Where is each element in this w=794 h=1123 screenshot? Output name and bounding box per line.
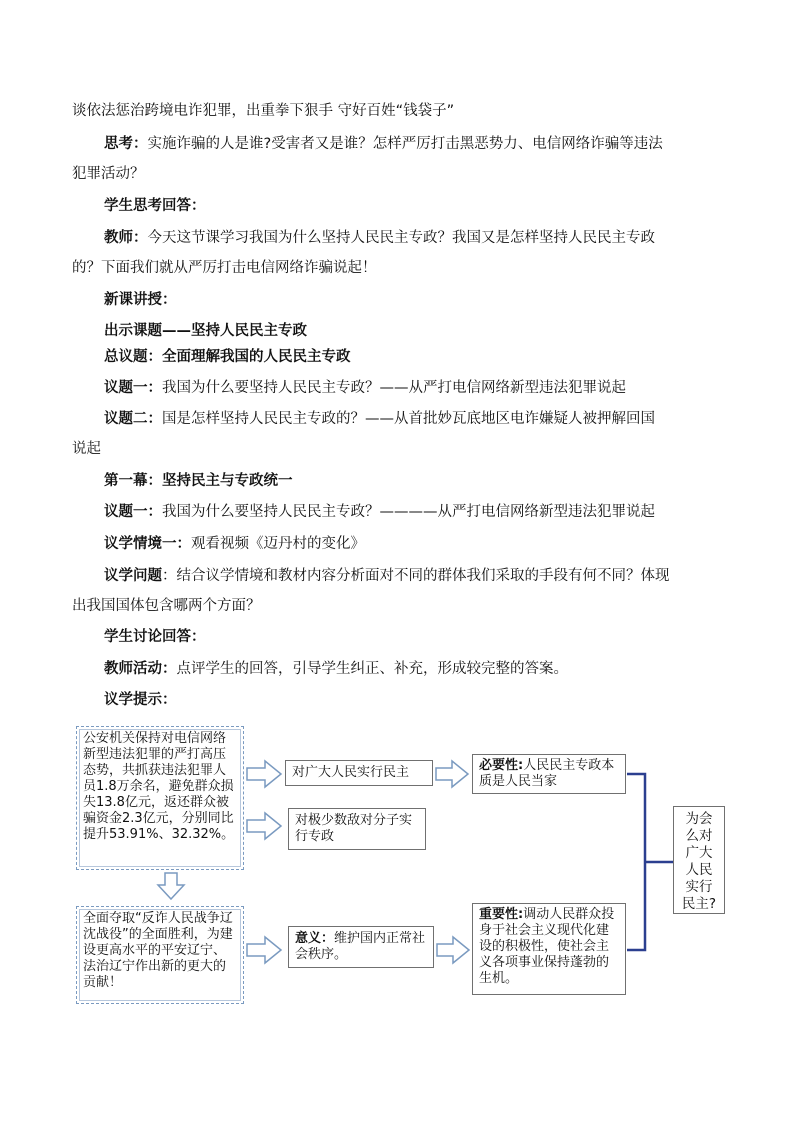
arrow-right-icon: [436, 761, 468, 787]
question-line-2: 出我国国体包含哪两个方面？: [72, 598, 261, 614]
general-topic: 总议题：全面理解我国的人民民主专政: [104, 349, 351, 365]
teacher-activity: 教师活动：点评学生的回答，引导学生纠正、补充，形成较完整的答案。: [104, 661, 568, 677]
arrow-right-icon: [247, 937, 281, 963]
student-discuss-heading: 学生讨论回答：: [104, 629, 206, 645]
topic-one-repeat: 议题一：我国为什么要坚持人民民主专政？————从严打电信网络新型违法犯罪说起: [104, 504, 655, 520]
scene-one: 议学情境一：观看视频《迈丹村的变化》: [104, 536, 365, 552]
arrow-down-icon: [158, 873, 184, 899]
arrow-right-icon: [437, 937, 469, 963]
importance-text: 重要性:调动人民群众投身于社会主义现代化建设的积极性，使社会主义各项事业保持蓬勃的生机。: [479, 907, 615, 986]
arrow-right-icon: [247, 813, 281, 839]
police-stats-text: 公安机关保持对电信网络新型违法犯罪的严打高压态势，共抓获违法犯罪人员1.8万余名，避免群众损失13.8亿元，返还群众被骗资金2.3亿元，分别同比提升53.91%、32.32%。: [83, 731, 235, 842]
necessity-text: 必要性:人民民主专政本质是人民当家: [479, 758, 615, 789]
arrow-right-icon: [247, 761, 281, 787]
teacher-line-2: 的？下面我们就从严厉打击电信网络诈骗说起！: [72, 260, 377, 276]
student-think-heading: 学生思考回答：: [104, 198, 206, 214]
topic-two-line-2: 说起: [72, 441, 101, 457]
democracy-text: 对广大人民实行民主: [292, 765, 410, 780]
bracket-connector: [627, 774, 673, 950]
topic-one: 议题一：我国为什么要坚持人民民主专政？——从严打电信网络新型违法犯罪说起: [104, 380, 626, 396]
think-line-1: 思考：实施诈骗的人是谁?受害者又是谁？怎样严厉打击黑恶势力、电信网络诈骗等违法: [104, 136, 663, 152]
act-one-heading: 第一幕：坚持民主与专政统一: [104, 473, 293, 489]
dictatorship-text: 对极少数敌对分子实行专政: [295, 813, 413, 844]
new-lesson-heading: 新课讲授：: [104, 292, 177, 308]
why-text: 为会么对广大人民实行民主?: [681, 811, 717, 912]
victory-text: 全面夺取“反诈人民战争辽沈战役”的全面胜利，为建设更高水平的平安辽宁、法治辽宁作出新的更大的贡献！: [83, 911, 233, 990]
teacher-line-1: 教师：今天这节课学习我国为什么坚持人民民主专政？我国又是怎样坚持人民民主专政: [104, 230, 655, 246]
meaning-text: 意义：维护国内正常社会秩序。: [295, 931, 426, 962]
think-line-2: 犯罪活动？: [72, 166, 145, 182]
topic-heading: 出示课题——坚持人民民主专政: [104, 323, 307, 339]
intro-line: 谈依法惩治跨境电诈犯罪，出重拳下狠手 守好百姓“钱袋子”: [72, 103, 455, 119]
question-line-1: 议学问题：结合议学情境和教材内容分析面对不同的群体我们采取的手段有何不同？体现: [104, 568, 670, 584]
hint-heading: 议学提示：: [104, 692, 177, 708]
topic-two-line-1: 议题二：国是怎样坚持人民民主专政的？——从首批妙瓦底地区电诈嫌疑人被押解回国: [104, 411, 655, 427]
